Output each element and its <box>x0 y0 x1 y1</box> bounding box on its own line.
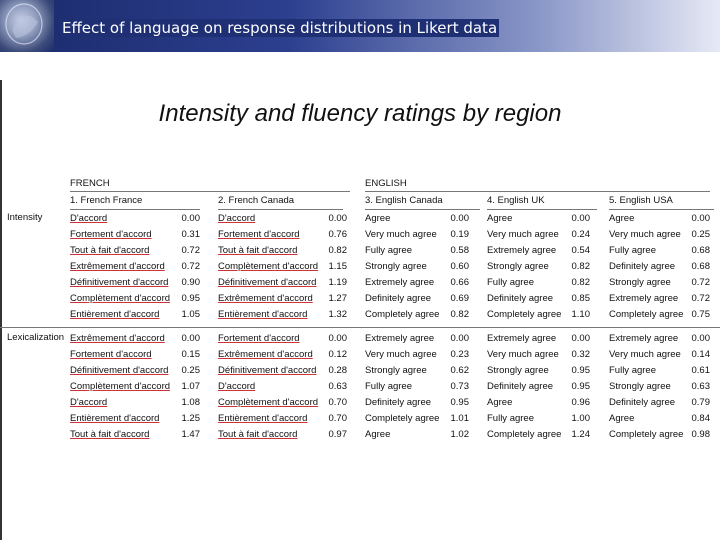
term-cell: Fortement d'accord <box>70 229 152 240</box>
term-cell: Complètement d'accord <box>218 397 319 408</box>
value-cell: 0.97 <box>328 429 347 440</box>
value-cell: 0.82 <box>450 309 469 320</box>
term-cell: Completely agree <box>609 429 684 440</box>
column-header: 2. French Canada <box>218 195 295 206</box>
value-cell: 1.00 <box>571 413 590 424</box>
term-cell: Fortement d'accord <box>218 333 300 344</box>
value-cell: 0.25 <box>181 365 200 376</box>
value-cell: 0.24 <box>571 229 590 240</box>
term-cell: Agree <box>609 213 635 224</box>
column-header: 5. English USA <box>609 195 673 206</box>
value-cell: 0.69 <box>450 293 469 304</box>
term-cell: Complètement d'accord <box>70 293 171 304</box>
column-header: 4. English UK <box>487 195 545 206</box>
term-cell: Completely agree <box>487 309 562 320</box>
term-cell: Fully agree <box>365 245 412 256</box>
value-cell: 0.75 <box>691 309 710 320</box>
value-cell: 0.72 <box>181 245 200 256</box>
term-cell: Extremely agree <box>365 333 435 344</box>
group-header: ENGLISH <box>365 178 407 189</box>
value-cell: 1.32 <box>328 309 347 320</box>
term-cell: D'accord <box>218 213 256 224</box>
block-separator <box>0 327 720 328</box>
value-cell: 0.96 <box>571 397 590 408</box>
value-cell: 1.25 <box>181 413 200 424</box>
column-underline <box>487 209 597 210</box>
value-cell: 0.15 <box>181 349 200 360</box>
value-cell: 1.27 <box>328 293 347 304</box>
term-cell: Very much agree <box>609 229 681 240</box>
value-cell: 0.60 <box>450 261 469 272</box>
term-cell: Agree <box>487 397 513 408</box>
value-cell: 0.95 <box>181 293 200 304</box>
value-cell: 1.47 <box>181 429 200 440</box>
term-cell: Strongly agree <box>487 261 549 272</box>
term-cell: Agree <box>487 213 513 224</box>
term-cell: Agree <box>609 413 635 424</box>
term-cell: Fully agree <box>487 413 534 424</box>
value-cell: 0.63 <box>691 381 710 392</box>
value-cell: 0.12 <box>328 349 347 360</box>
term-cell: Completely agree <box>487 429 562 440</box>
slide-title: Intensity and fluency ratings by region <box>158 100 562 127</box>
value-cell: 0.00 <box>571 213 590 224</box>
value-cell: 0.19 <box>450 229 469 240</box>
term-cell: Very much agree <box>487 349 559 360</box>
term-cell: Very much agree <box>609 349 681 360</box>
value-cell: 0.00 <box>450 333 469 344</box>
value-cell: 0.00 <box>328 333 347 344</box>
row-group-label: Lexicalization <box>7 332 65 343</box>
row-group-label: Intensity <box>7 212 43 223</box>
value-cell: 0.98 <box>691 429 710 440</box>
value-cell: 0.63 <box>328 381 347 392</box>
term-cell: Completely agree <box>609 309 684 320</box>
group-underline <box>365 191 710 192</box>
value-cell: 1.10 <box>571 309 590 320</box>
value-cell: 0.70 <box>328 397 347 408</box>
term-cell: Tout à fait d'accord <box>70 429 150 440</box>
term-cell: Completely agree <box>365 413 440 424</box>
value-cell: 0.28 <box>328 365 347 376</box>
value-cell: 0.25 <box>691 229 710 240</box>
term-cell: Definitely agree <box>487 293 554 304</box>
column-underline <box>365 209 480 210</box>
term-cell: Very much agree <box>365 349 437 360</box>
term-cell: Entièrement d'accord <box>70 413 160 424</box>
value-cell: 0.84 <box>691 413 710 424</box>
value-cell: 0.82 <box>571 261 590 272</box>
value-cell: 0.62 <box>450 365 469 376</box>
value-cell: 1.02 <box>450 429 469 440</box>
term-cell: Strongly agree <box>365 261 427 272</box>
term-cell: Fully agree <box>365 381 412 392</box>
value-cell: 0.70 <box>328 413 347 424</box>
value-cell: 0.00 <box>691 213 710 224</box>
value-cell: 1.24 <box>571 429 590 440</box>
term-cell: Extrêmement d'accord <box>218 349 313 360</box>
value-cell: 0.31 <box>181 229 200 240</box>
column-header: 3. English Canada <box>365 195 443 206</box>
term-cell: Entièrement d'accord <box>218 309 308 320</box>
term-cell: Extremely agree <box>487 333 557 344</box>
term-cell: Extremely agree <box>365 277 435 288</box>
term-cell: Définitivement d'accord <box>70 277 169 288</box>
value-cell: 0.95 <box>450 397 469 408</box>
value-cell: 1.19 <box>328 277 347 288</box>
crest-icon <box>0 0 54 52</box>
term-cell: Fully agree <box>609 245 656 256</box>
term-cell: Strongly agree <box>609 277 671 288</box>
term-cell: Agree <box>365 213 391 224</box>
term-cell: Extremely agree <box>609 293 679 304</box>
term-cell: Définitivement d'accord <box>70 365 169 376</box>
term-cell: Tout à fait d'accord <box>218 245 298 256</box>
value-cell: 0.95 <box>571 365 590 376</box>
term-cell: Extrêmement d'accord <box>70 261 165 272</box>
column-underline <box>70 209 200 210</box>
term-cell: D'accord <box>218 381 256 392</box>
value-cell: 0.00 <box>181 333 200 344</box>
term-cell: Entièrement d'accord <box>218 413 308 424</box>
term-cell: Definitely agree <box>365 397 432 408</box>
value-cell: 0.54 <box>571 245 590 256</box>
term-cell: Strongly agree <box>609 381 671 392</box>
term-cell: Very much agree <box>487 229 559 240</box>
term-cell: Definitely agree <box>609 397 676 408</box>
value-cell: 0.90 <box>181 277 200 288</box>
value-cell: 0.00 <box>328 213 347 224</box>
value-cell: 0.32 <box>571 349 590 360</box>
value-cell: 0.95 <box>571 381 590 392</box>
header-bar <box>0 0 720 52</box>
value-cell: 0.82 <box>328 245 347 256</box>
value-cell: 0.72 <box>691 293 710 304</box>
value-cell: 1.05 <box>181 309 200 320</box>
value-cell: 1.01 <box>450 413 469 424</box>
value-cell: 1.15 <box>328 261 347 272</box>
value-cell: 0.72 <box>181 261 200 272</box>
term-cell: Extremely agree <box>487 245 557 256</box>
term-cell: Complètement d'accord <box>218 261 319 272</box>
value-cell: 0.00 <box>571 333 590 344</box>
value-cell: 0.00 <box>181 213 200 224</box>
term-cell: D'accord <box>70 213 108 224</box>
term-cell: Very much agree <box>365 229 437 240</box>
column-header: 1. French France <box>70 195 143 206</box>
value-cell: 0.79 <box>691 397 710 408</box>
value-cell: 0.68 <box>691 261 710 272</box>
header-title: Effect of language on response distributions in Likert data <box>62 19 498 37</box>
value-cell: 0.72 <box>691 277 710 288</box>
term-cell: Strongly agree <box>365 365 427 376</box>
term-cell: Extrêmement d'accord <box>70 333 165 344</box>
term-cell: Extremely agree <box>609 333 679 344</box>
value-cell: 1.07 <box>181 381 200 392</box>
value-cell: 0.66 <box>450 277 469 288</box>
term-cell: Fully agree <box>487 277 534 288</box>
term-cell: Fortement d'accord <box>70 349 152 360</box>
value-cell: 0.00 <box>691 333 710 344</box>
term-cell: Definitely agree <box>609 261 676 272</box>
term-cell: Strongly agree <box>487 365 549 376</box>
value-cell: 0.76 <box>328 229 347 240</box>
value-cell: 0.82 <box>571 277 590 288</box>
value-cell: 1.08 <box>181 397 200 408</box>
column-underline <box>218 209 343 210</box>
value-cell: 0.61 <box>691 365 710 376</box>
term-cell: D'accord <box>70 397 108 408</box>
term-cell: Complètement d'accord <box>70 381 171 392</box>
ratings-table <box>0 175 720 440</box>
logo <box>0 0 54 52</box>
value-cell: 0.23 <box>450 349 469 360</box>
term-cell: Tout à fait d'accord <box>70 245 150 256</box>
value-cell: 0.85 <box>571 293 590 304</box>
value-cell: 0.73 <box>450 381 469 392</box>
group-header: FRENCH <box>70 178 110 189</box>
term-cell: Fortement d'accord <box>218 229 300 240</box>
value-cell: 0.58 <box>450 245 469 256</box>
term-cell: Extrêmement d'accord <box>218 293 313 304</box>
term-cell: Définitivement d'accord <box>218 277 317 288</box>
term-cell: Definitely agree <box>365 293 432 304</box>
term-cell: Completely agree <box>365 309 440 320</box>
term-cell: Fully agree <box>609 365 656 376</box>
term-cell: Entièrement d'accord <box>70 309 160 320</box>
term-cell: Agree <box>365 429 391 440</box>
value-cell: 0.14 <box>691 349 710 360</box>
term-cell: Définitivement d'accord <box>218 365 317 376</box>
group-underline <box>70 191 350 192</box>
value-cell: 0.68 <box>691 245 710 256</box>
value-cell: 0.00 <box>450 213 469 224</box>
term-cell: Definitely agree <box>487 381 554 392</box>
term-cell: Tout à fait d'accord <box>218 429 298 440</box>
column-underline <box>609 209 714 210</box>
